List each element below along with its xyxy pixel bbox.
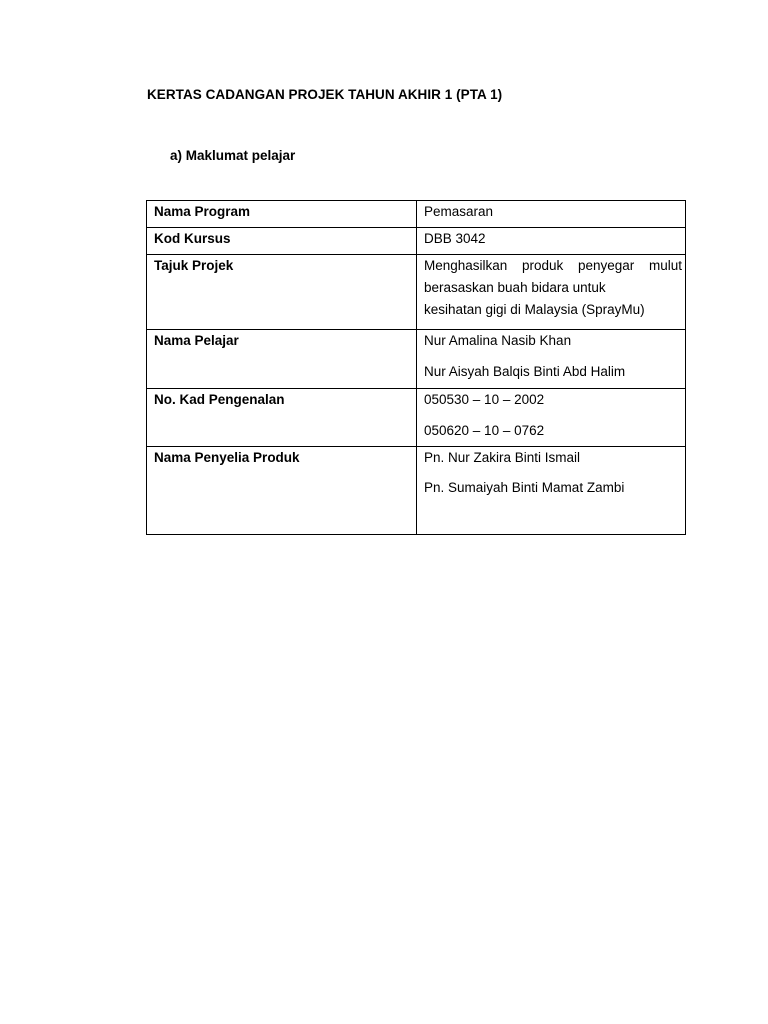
row-value-course-code <box>417 228 686 255</box>
document-title: KERTAS CADANGAN PROJEK TAHUN AKHIR 1 (PTA 1) <box>147 87 503 102</box>
table-row <box>147 228 686 255</box>
row-value-project-title <box>417 255 686 330</box>
ic-number-1: 050530 – 10 – 2002 <box>424 392 545 407</box>
row-label-student-name: Nama Pelajar <box>147 330 417 389</box>
table-row <box>147 330 686 389</box>
section-heading: a) Maklumat pelajar <box>170 148 296 163</box>
row-label-project-title: Tajuk Projek <box>147 255 417 330</box>
row-label-program: Nama Program <box>147 201 417 228</box>
supervisor-name-2: Pn. Sumaiyah Binti Mamat Zambi <box>424 480 625 495</box>
table-row <box>147 255 686 330</box>
project-title-line-2: berasaskan buah bidara untuk <box>424 280 606 295</box>
row-value-program <box>417 201 686 228</box>
table-row <box>147 447 686 535</box>
program-name: Pemasaran <box>424 204 494 219</box>
table-row <box>147 201 686 228</box>
course-code: DBB 3042 <box>424 231 486 246</box>
student-name-2: Nur Aisyah Balqis Binti Abd Halim <box>424 364 626 379</box>
row-label-course-code: Kod Kursus <box>147 228 417 255</box>
table-row <box>147 389 686 447</box>
row-value-student-name <box>417 330 686 389</box>
row-value-ic-number <box>417 389 686 447</box>
ic-number-2: 050620 – 10 – 0762 <box>424 423 545 438</box>
student-info-table <box>146 200 686 535</box>
student-name-1: Nur Amalina Nasib Khan <box>424 333 572 348</box>
project-title-line-1: Menghasilkan produk penyegar mulut <box>424 258 682 273</box>
row-value-supervisor <box>417 447 686 535</box>
project-title-line-3: kesihatan gigi di Malaysia (SprayMu) <box>424 302 645 317</box>
row-label-ic-number: No. Kad Pengenalan <box>147 389 417 447</box>
supervisor-name-1: Pn. Nur Zakira Binti Ismail <box>424 450 581 465</box>
row-label-supervisor: Nama Penyelia Produk <box>147 447 417 535</box>
